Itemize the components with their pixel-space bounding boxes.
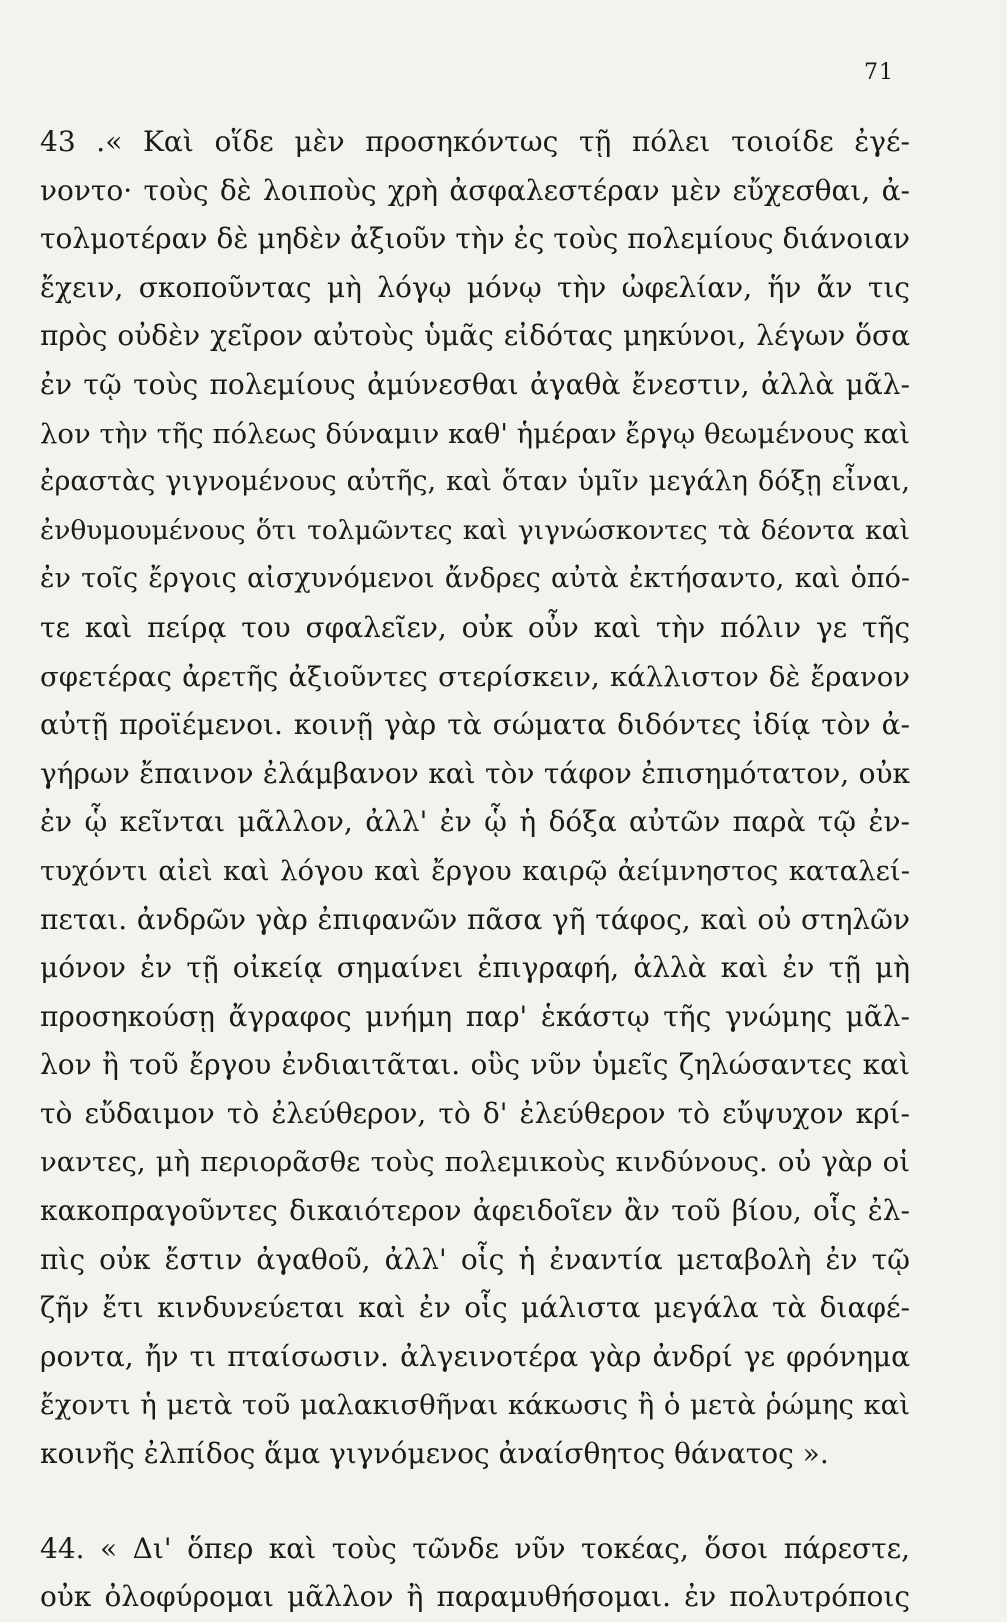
text-line: πεται. ἀνδρῶν γὰρ ἐπιφανῶν πᾶσα γῆ τάφος, καὶ οὐ στηλῶν — [40, 902, 910, 936]
text-line: προσηκούσῃ ἄγραφος μνήμη παρ' ἑκάστῳ τῆς γνώμης μᾶλ- — [40, 999, 910, 1033]
text-line: λον ἢ τοῦ ἔργου ἐνδιαιτᾶται. οὓς νῦν ὑμεῖς ζηλώσαντες καὶ — [40, 1048, 910, 1082]
paragraph-44 — [40, 1525, 910, 1622]
text-line: αὐτῇ προϊέμενοι. κοινῇ γὰρ τὰ σώματα διδόντες ἰδίᾳ τὸν ἀ- — [40, 708, 910, 742]
text-line: ροντα, ἤν τι πταίσωσιν. ἀλγεινοτέρα γὰρ ἀνδρί γε φρόνημα — [40, 1339, 910, 1373]
text-line: πὶς οὐκ ἔστιν ἀγαθοῦ, ἀλλ' οἷς ἡ ἐναντία μεταβολὴ ἐν τῷ — [40, 1242, 910, 1276]
page-number: 71 — [864, 60, 894, 85]
text-line: τὸ εὔδαιμον τὸ ἐλεύθερον, τὸ δ' ἐλεύθερον τὸ εὔψυχον κρί- — [40, 1096, 910, 1130]
text-line: γήρων ἔπαινον ἐλάμβανον καὶ τὸν τάφον ἐπισημότατον, οὐκ — [40, 756, 910, 790]
text-line: 44. « Δι' ὅπερ καὶ τοὺς τῶνδε νῦν τοκέας, ὅσοι πάρεστε, — [40, 1531, 910, 1565]
text-line: νοντο· τοὺς δὲ λοιποὺς χρὴ ἀσφαλεστέραν μὲν εὔχεσθαι, ἀ- — [40, 173, 910, 207]
text-line: κοινῆς ἐλπίδος ἅμα γιγνόμενος ἀναίσθητος θάνατος ». — [40, 1437, 829, 1471]
text-line: ἐν τοῖς ἔργοις αἰσχυνόμενοι ἄνδρες αὐτὰ ἐκτήσαντο, καὶ ὁπό- — [40, 563, 910, 595]
text-line: οὐκ ὀλοφύρομαι μᾶλλον ἢ παραμυθήσομαι. ἐν πολυτρόποις — [40, 1580, 910, 1614]
text-line: λον τὴν τῆς πόλεως δύναμιν καθ' ἡμέραν ἔργῳ θεωμένους καὶ — [40, 417, 910, 450]
text-line: ἔχοντι ἡ μετὰ τοῦ μαλακισθῆναι κάκωσις ἢ ὁ μετὰ ῥώμης καὶ — [40, 1389, 910, 1422]
text-line: ἐνθυμουμένους ὅτι τολμῶντες καὶ γιγνώσκοντες τὰ δέοντα καὶ — [40, 514, 910, 546]
body-text — [40, 118, 910, 1622]
text-line: τολμοτέραν δὲ μηδὲν ἀξιοῦν τὴν ἐς τοὺς πολεμίους διάνοιαν — [40, 222, 910, 256]
text-line: ἐν τῷ τοὺς πολεμίους ἀμύνεσθαι ἀγαθὰ ἔνεστιν, ἀλλὰ μᾶλ- — [40, 367, 910, 401]
text-line: σφετέρας ἀρετῆς ἀξιοῦντες στερίσκειν, κάλλιστον δὲ ἔρανον — [40, 660, 910, 693]
paragraph-43 — [40, 118, 910, 1479]
text-line: κακοπραγοῦντες δικαιότερον ἀφειδοῖεν ἂν τοῦ βίου, οἷς ἐλ- — [40, 1194, 910, 1228]
text-line: ἐραστὰς γιγνομένους αὐτῆς, καὶ ὅταν ὑμῖν μεγάλη δόξῃ εἶναι, — [40, 466, 910, 498]
text-line: ναντες, μὴ περιορᾶσθε τοὺς πολεμικοὺς κινδύνους. οὐ γὰρ οἱ — [40, 1146, 910, 1179]
paragraph-gap — [40, 1479, 910, 1525]
text-line: ζῆν ἔτι κινδυνεύεται καὶ ἐν οἷς μάλιστα μεγάλα τὰ διαφέ- — [40, 1291, 910, 1325]
text-line: ἔχειν, σκοποῦντας μὴ λόγῳ μόνῳ τὴν ὠφελίαν, ἥν ἄν τις — [40, 270, 910, 304]
text-line: ἐν ᾧ κεῖνται μᾶλλον, ἀλλ' ἐν ᾧ ἡ δόξα αὐτῶν παρὰ τῷ ἐν- — [40, 805, 910, 839]
text-line: τε καὶ πείρᾳ του σφαλεῖεν, οὐκ οὖν καὶ τὴν πόλιν γε τῆς — [40, 610, 910, 644]
text-line: τυχόντι αἰεὶ καὶ λόγου καὶ ἔργου καιρῷ ἀείμνηστος καταλεί- — [40, 854, 910, 887]
text-line: πρὸς οὐδὲν χεῖρον αὐτοὺς ὑμᾶς εἰδότας μηκύνοι, λέγων ὅσα — [40, 319, 910, 353]
text-line: 43 .« Καὶ οἵδε μὲν προσηκόντως τῇ πόλει τοιοίδε ἐγέ- — [40, 125, 910, 158]
text-line: μόνον ἐν τῇ οἰκείᾳ σημαίνει ἐπιγραφή, ἀλλὰ καὶ ἐν τῇ μὴ — [40, 951, 910, 985]
